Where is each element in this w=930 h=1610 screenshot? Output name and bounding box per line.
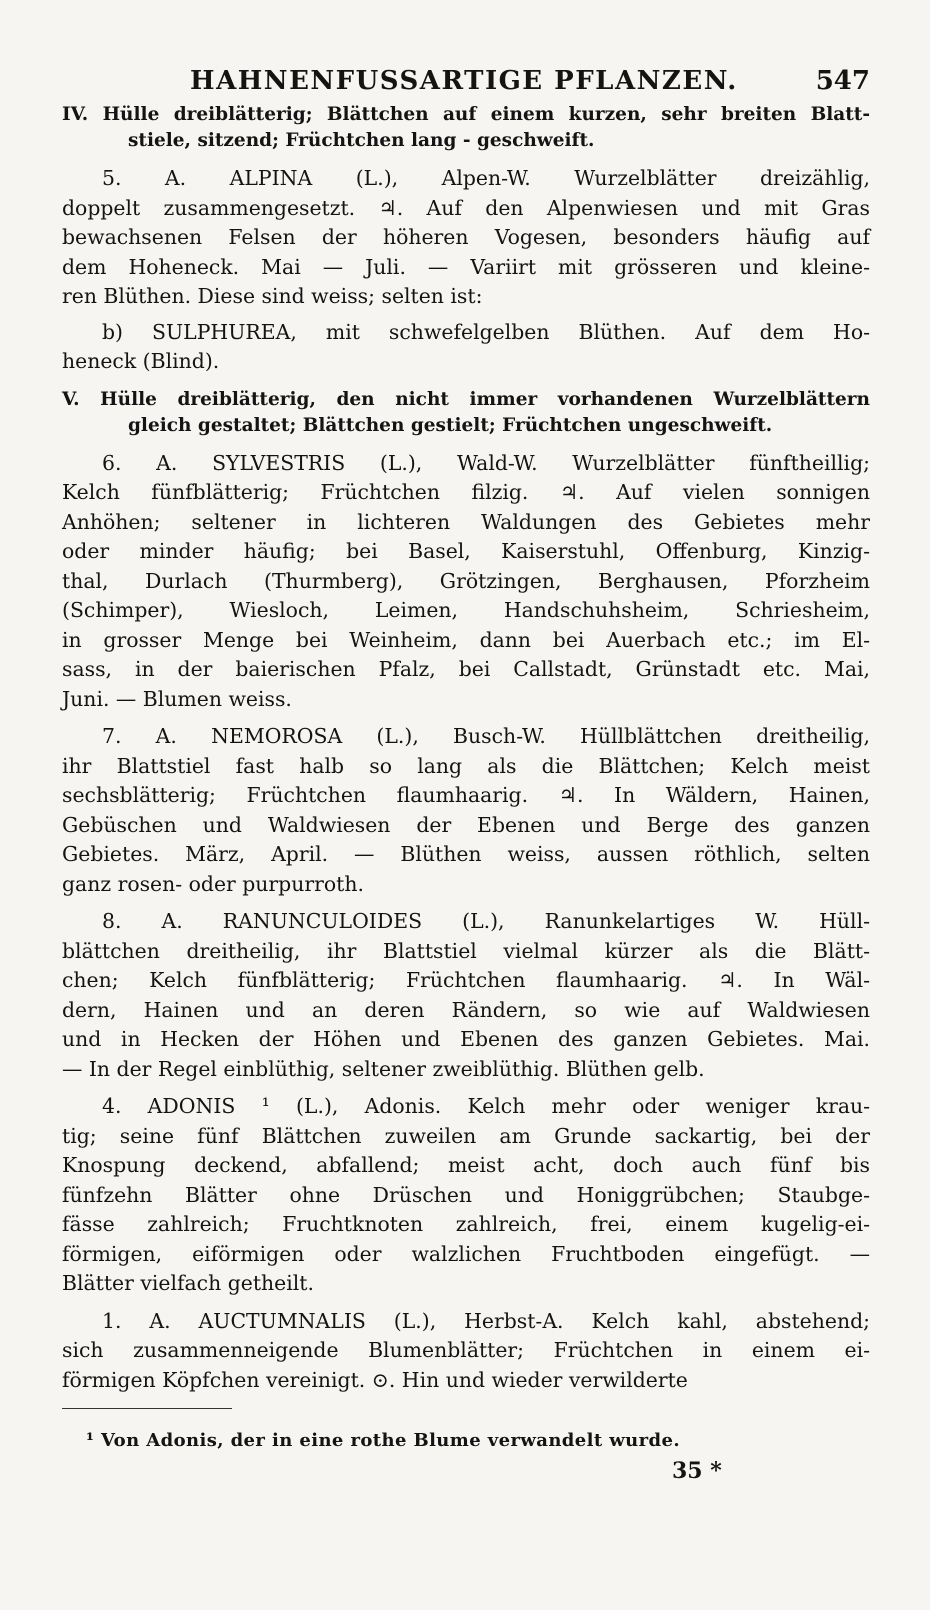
body-text <box>62 102 870 1395</box>
text-line: IV. Hülle dreiblätterig; Blättchen auf einem kurzen, sehr breiten Blatt- <box>62 104 870 125</box>
paragraph <box>62 722 870 899</box>
text-line: tig; seine fünf Blättchen zuweilen am Grunde sackartig, bei der <box>62 1123 870 1148</box>
text-line: Kelch fünfblätterig; Früchtchen filzig. ♃. Auf vielen sonnigen <box>62 480 870 504</box>
text-line: und in Hecken der Höhen und Ebenen des ganzen Gebietes. Mai. <box>62 1027 870 1051</box>
text-line: förmigen, eiförmigen oder walzlichen Fruchtboden eingefügt. — <box>62 1241 870 1266</box>
section-heading <box>62 102 870 154</box>
text-line: Anhöhen; seltener in lichteren Waldungen des Gebietes mehr <box>62 509 870 534</box>
text-line: V. Hülle dreiblätterig, den nicht immer vorhandenen Wurzelblättern <box>62 388 870 410</box>
text-line: doppelt zusammengesetzt. ♃. Auf den Alpenwiesen und mit Gras <box>62 195 870 220</box>
text-line: oder minder häufig; bei Basel, Kaiserstuhl, Offenburg, Kinzig- <box>62 539 870 563</box>
text-line: 6. A. SYLVESTRIS (L.), Wald-W. Wurzelblätter fünftheillig; <box>102 450 870 475</box>
text-line: ihr Blattstiel fast halb so lang als die Blättchen; Kelch meist <box>62 753 870 778</box>
footnote: ¹ Von Adonis, der in eine rothe Blume verwandelt wurde. <box>86 1430 681 1451</box>
text-line: fünfzehn Blätter ohne Drüschen und Honiggrübchen; Staubge- <box>62 1182 870 1207</box>
text-line: dern, Hainen und an deren Rändern, so wie auf Waldwiesen <box>62 997 870 1022</box>
text-line: 1. A. AUCTUMNALIS (L.), Herbst-A. Kelch kahl, abstehend; <box>102 1308 870 1333</box>
text-line: Gebüschen und Waldwiesen der Ebenen und Berge des ganzen <box>62 812 870 837</box>
text-line: in grosser Menge bei Weinheim, dann bei Auerbach etc.; im El- <box>62 627 870 652</box>
page-header <box>62 62 870 102</box>
text-line: blättchen dreitheilig, ihr Blattstiel vielmal kürzer als die Blätt- <box>62 938 870 963</box>
book-page <box>62 62 870 1395</box>
text-line: Gebietes. März, April. — Blüthen weiss, aussen röthlich, selten <box>62 842 870 866</box>
text-line: chen; Kelch fünfblätterig; Früchtchen flaumhaarig. ♃. In Wäl- <box>62 968 870 992</box>
text-line: Knospung deckend, abfallend; meist acht, doch auch fünf bis <box>62 1153 870 1177</box>
text-line: ren Blüthen. Diese sind weiss; selten ist: <box>62 284 483 308</box>
text-line: sass, in der baierischen Pfalz, bei Callstadt, Grünstadt etc. Mai, <box>62 657 870 681</box>
text-line: förmigen Köpfchen vereinigt. ⊙. Hin und wieder verwilderte <box>62 1367 688 1392</box>
signature-mark: 35 * <box>672 1458 722 1484</box>
text-line: — In der Regel einblüthig, seltener zweiblüthig. Blüthen gelb. <box>62 1056 705 1081</box>
text-line: sechsblätterig; Früchtchen flaumhaarig. ♃. In Wäldern, Hainen, <box>62 783 870 807</box>
page-number: 547 <box>815 66 870 96</box>
text-line: stiele, sitzend; Früchtchen lang - geschweift. <box>128 130 595 151</box>
text-line: fässe zahlreich; Fruchtknoten zahlreich, frei, einem kugelig-ei- <box>62 1212 870 1236</box>
text-line: ganz rosen- oder purpurroth. <box>62 871 364 896</box>
text-line: Blätter vielfach getheilt. <box>62 1271 314 1295</box>
text-line: Juni. — Blumen weiss. <box>62 686 292 711</box>
text-line: gleich gestaltet; Blättchen gestielt; Früchtchen ungeschweift. <box>128 414 773 436</box>
paragraph <box>62 449 870 715</box>
text-line: 4. ADONIS ¹ (L.), Adonis. Kelch mehr oder weniger krau- <box>102 1094 870 1118</box>
text-line: (Schimper), Wiesloch, Leimen, Handschuhsheim, Schriesheim, <box>62 598 870 622</box>
section-heading <box>62 387 870 439</box>
paragraph <box>62 1307 870 1396</box>
text-line: 8. A. RANUNCULOIDES (L.), Ranunkelartiges W. Hüll- <box>102 909 870 933</box>
text-line: dem Hoheneck. Mai — Juli. — Variirt mit grösseren und kleine- <box>62 254 870 279</box>
paragraph <box>62 164 870 312</box>
text-line: 7. A. NEMOROSA (L.), Busch-W. Hüllblättchen dreitheilig, <box>102 724 870 748</box>
paragraph <box>62 907 870 1084</box>
text-line: b) SULPHUREA, mit schwefelgelben Blüthen. Auf dem Ho- <box>102 319 870 344</box>
text-line: bewachsenen Felsen der höheren Vogesen, besonders häufig auf <box>62 225 870 249</box>
text-line: 5. A. ALPINA (L.), Alpen-W. Wurzelblätter dreizählig, <box>102 166 870 190</box>
text-line: heneck (Blind). <box>62 349 220 373</box>
running-title: HAHNENFUSSARTIGE PFLANZEN. <box>190 66 738 96</box>
paragraph <box>62 1092 870 1299</box>
paragraph <box>62 318 870 377</box>
text-line: sich zusammenneigende Blumenblätter; Früchtchen in einem ei- <box>62 1338 870 1362</box>
footnote-rule <box>62 1408 232 1409</box>
text-line: thal, Durlach (Thurmberg), Grötzingen, Berghausen, Pforzheim <box>62 568 870 593</box>
